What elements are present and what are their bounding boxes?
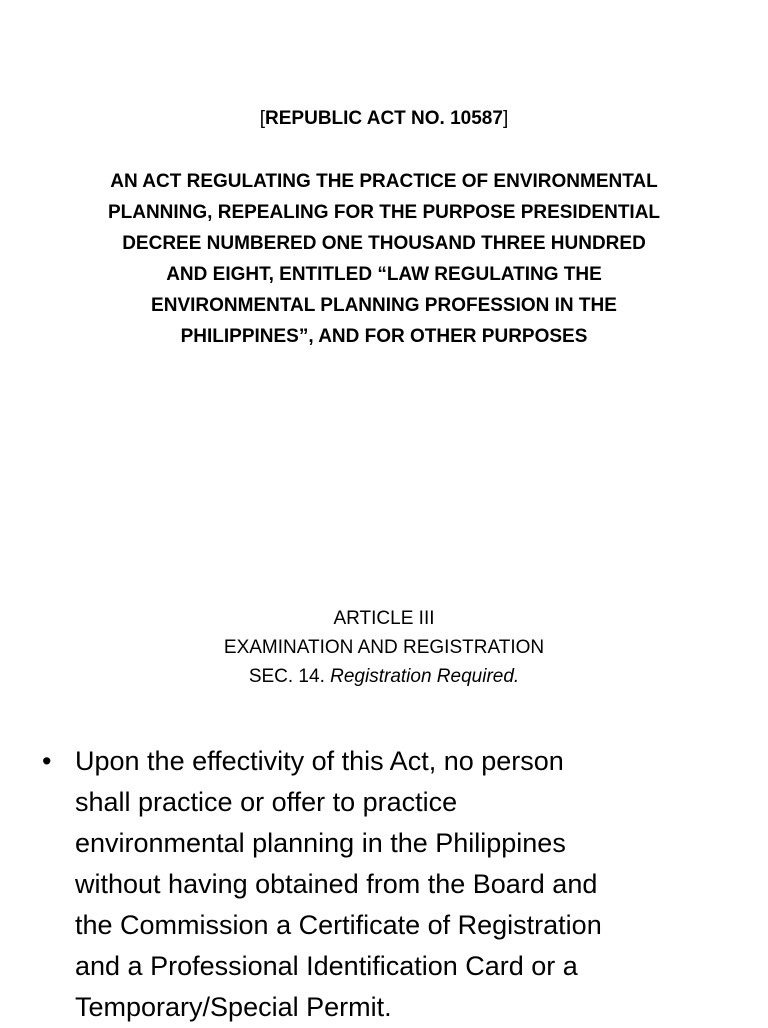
article-subheading: EXAMINATION AND REGISTRATION	[223, 637, 545, 658]
bullet-marker: •	[42, 746, 52, 776]
act-title-line: AND EIGHT, ENTITLED “LAW REGULATING THE	[166, 264, 602, 285]
act-title-line: AN ACT REGULATING THE PRACTICE OF ENVIRONMENTAL	[110, 171, 658, 192]
act-title-line: ENVIRONMENTAL PLANNING PROFESSION IN THE	[151, 295, 617, 316]
bullet-line: Temporary/Special Permit.	[75, 992, 392, 1022]
article-heading-block	[0, 604, 768, 691]
section-number: SEC. 14.	[248, 666, 325, 687]
act-title-line: PHILIPPINES”, AND FOR OTHER PURPOSES	[180, 326, 588, 347]
bullet-line: shall practice or offer to practice	[75, 787, 458, 817]
bullet-line: environmental planning in the Philippines	[75, 828, 566, 858]
bullet-line: and a Professional Identification Card or a	[75, 951, 578, 981]
act-citation	[0, 106, 768, 132]
bullet-line: the Commission a Certificate of Registration	[75, 910, 602, 940]
citation-close-bracket: ]	[502, 108, 509, 129]
article-number: ARTICLE III	[333, 608, 435, 629]
act-title	[60, 166, 708, 352]
act-title-line: PLANNING, REPEALING FOR THE PURPOSE PRESIDENTIAL	[107, 202, 661, 223]
section-title: Registration Required.	[330, 666, 520, 687]
bullet-line: without having obtained from the Board and	[75, 869, 598, 899]
bullet-paragraph	[42, 741, 742, 1028]
bullet-text	[75, 741, 742, 1028]
bullet-line: Upon the effectivity of this Act, no person	[75, 746, 564, 776]
citation-open-bracket: [	[259, 108, 266, 129]
section-heading	[0, 662, 768, 691]
act-number: REPUBLIC ACT NO. 10587	[265, 108, 503, 129]
act-title-line: DECREE NUMBERED ONE THOUSAND THREE HUNDRED	[122, 233, 646, 254]
